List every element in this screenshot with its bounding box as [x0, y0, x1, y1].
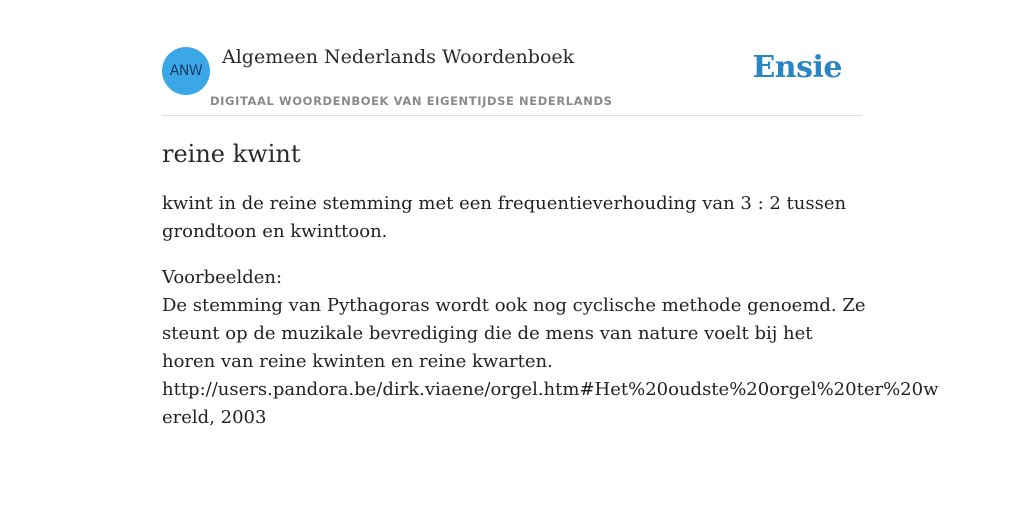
header-divider — [162, 115, 862, 116]
logo-text: ANW — [169, 63, 203, 79]
examples-section — [162, 264, 962, 432]
example-source: http://users.pandora.be/dirk.viaene/orgel.htm#Het%20oudste%20orgel%20ter%20wereld, 2003 — [162, 379, 939, 428]
headword: reine kwint — [162, 140, 301, 168]
example-text: De stemming van Pythagoras wordt ook nog cyclische methode genoemd. Ze steunt op de muzikale bevrediging die de mens van nature voelt bij het horen van reine kwinten en reine kwarten. — [162, 295, 866, 372]
examples-label: Voorbeelden: — [162, 267, 283, 288]
anw-logo-icon[interactable] — [162, 47, 210, 95]
definition: kwint in de reine stemming met een frequentieverhouding van 3 : 2 tussen grondtoon en kwinttoon. — [162, 193, 847, 242]
site-title[interactable]: Algemeen Nederlands Woordenboek — [222, 46, 575, 68]
site-header — [162, 46, 862, 116]
dictionary-entry — [162, 138, 962, 432]
ensie-brand-link[interactable]: Ensie — [752, 50, 842, 85]
site-subtitle: DIGITAAL WOORDENBOEK VAN EIGENTIJDSE NEDERLANDS — [210, 94, 613, 108]
